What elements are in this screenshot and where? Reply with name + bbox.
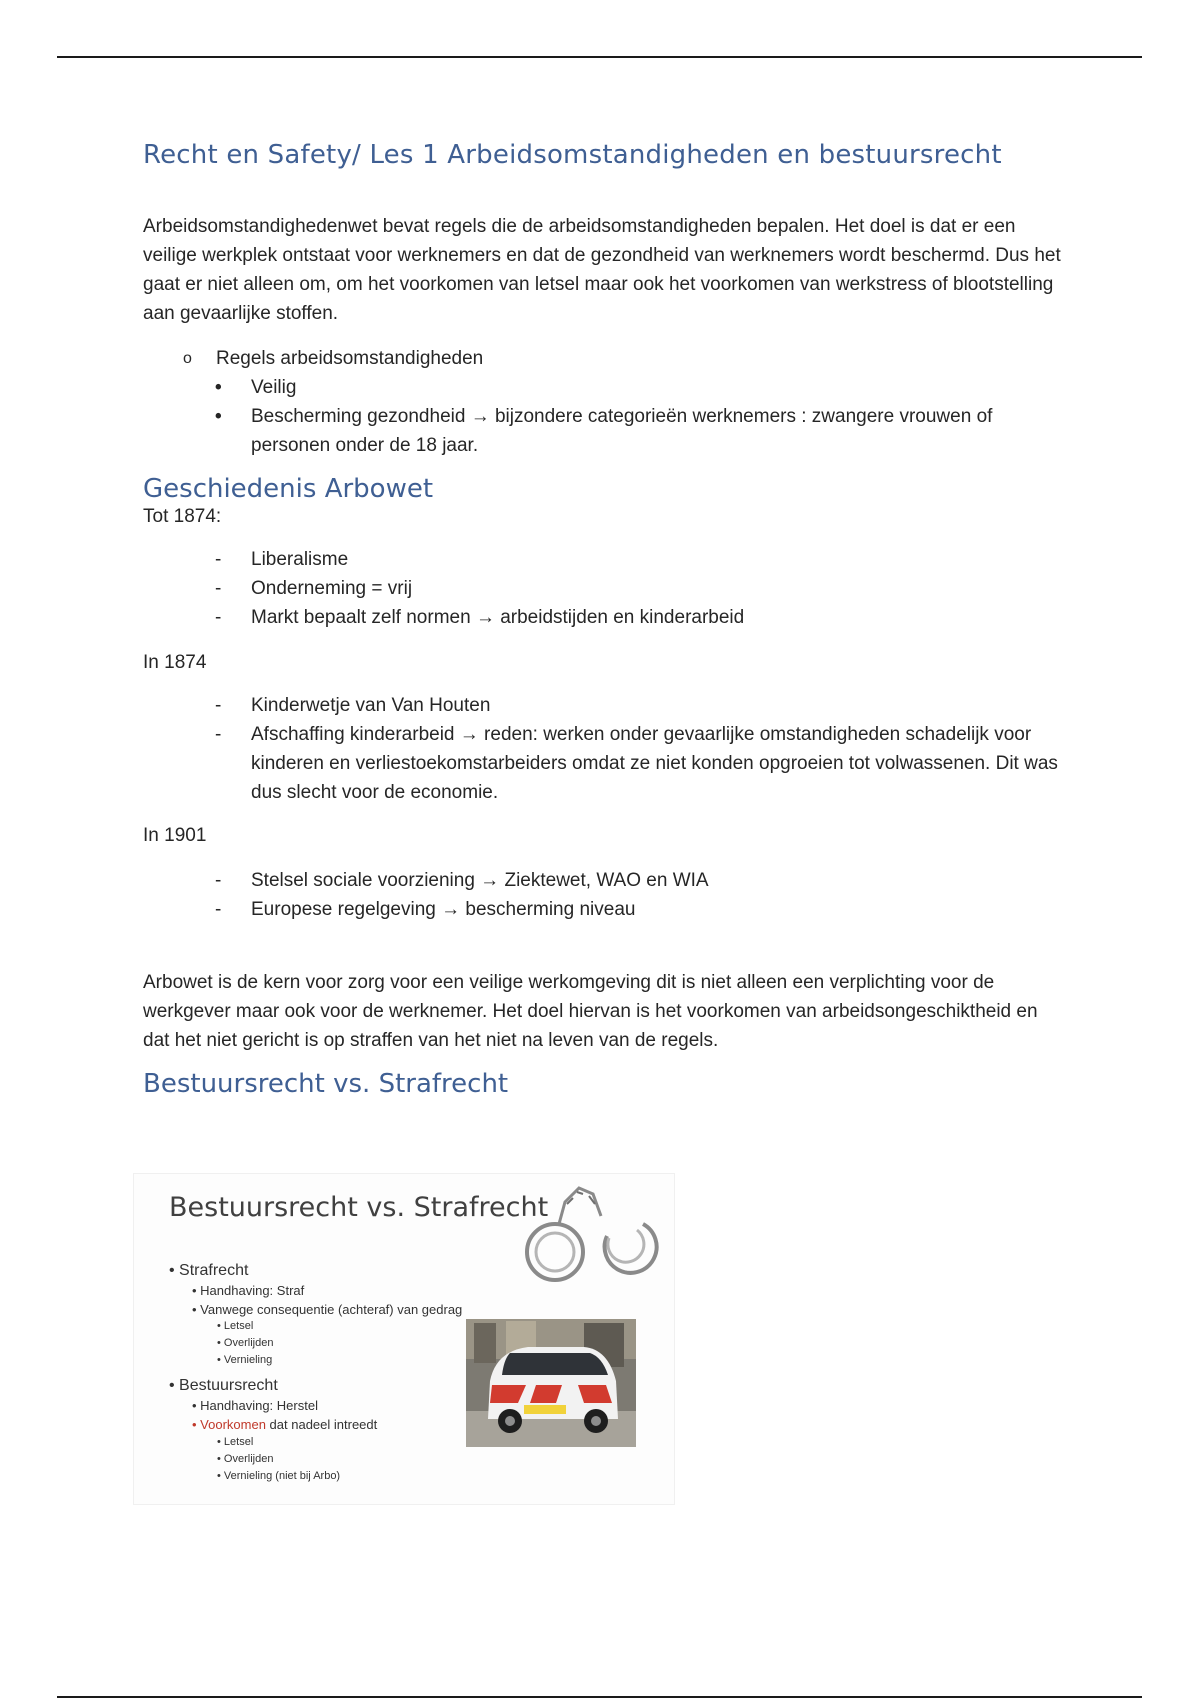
- slide-bullet: • Vernieling: [217, 1354, 273, 1366]
- list-item: • Bescherming gezondheid → bijzondere categorieën werknemers : zwangere vrouwen of personen onder de 18 jaar.: [215, 402, 1063, 460]
- handcuffs-icon: [519, 1176, 659, 1296]
- slide-bullet: • Handhaving: Herstel: [192, 1398, 318, 1413]
- slide-bullet: • Letsel: [217, 1436, 254, 1448]
- rules-sublist: [215, 373, 1063, 460]
- slide-bullet: • Overlijden: [217, 1337, 274, 1349]
- bullet-icon: •: [215, 377, 222, 398]
- comparison-heading: Bestuursrecht vs. Strafrecht: [143, 1069, 509, 1099]
- dash-icon: -: [215, 724, 222, 745]
- list-item: - Markt bepaalt zelf normen → arbeidstijden en kinderarbeid: [215, 603, 1063, 632]
- rules-heading-item: [183, 344, 1063, 373]
- footer-rule: [57, 1696, 1142, 1698]
- rules-heading: Regels arbeidsomstandigheden: [216, 348, 484, 369]
- dash-icon: -: [215, 549, 222, 570]
- dash-icon: -: [215, 607, 222, 628]
- period-list: [215, 691, 1063, 807]
- list-item: - Liberalisme: [215, 545, 1063, 574]
- list-item: - Onderneming = vrij: [215, 574, 1063, 603]
- list-item: - Kinderwetje van Van Houten: [215, 691, 1063, 720]
- dash-icon: -: [215, 578, 222, 599]
- document-body: [143, 140, 1063, 1099]
- list-item: - Stelsel sociale voorziening → Ziektewet, WAO en WIA: [215, 866, 1063, 895]
- slide-bullet: • Strafrecht: [169, 1262, 249, 1279]
- slide-bullet: • Vanwege consequentie (achteraf) van gedrag: [192, 1302, 463, 1317]
- header-rule: [57, 56, 1142, 58]
- slide-bullet: • Handhaving: Straf: [192, 1283, 305, 1298]
- rules-list: [183, 344, 1063, 373]
- period-label: In 1901: [143, 825, 207, 846]
- slide-bullet: • Bestuursrecht: [169, 1377, 278, 1394]
- dash-icon: -: [215, 870, 222, 891]
- list-item: • Veilig: [215, 373, 1063, 402]
- bullet-icon: •: [215, 406, 222, 427]
- list-item: - Afschaffing kinderarbeid → reden: werken onder gevaarlijke omstandigheden schadelijk voor kinderen en verliestoekomstarbeiders omdat ze niet konden opgroeien tot volwassenen. Dit was dus slecht voor de economie.: [215, 720, 1063, 807]
- slide-image: [133, 1173, 675, 1505]
- intro-paragraph: Arbeidsomstandighedenwet bevat regels die de arbeidsomstandigheden bepalen. Het doel is dat er een veilige werkplek ontstaat voor werknemers en dat de gezondheid van werknemers wordt beschermd. Dus het gaat er niet alleen om, om het voorkomen van letsel maar ook het voorkomen van werkstress of blootstelling aan gevaarlijke stoffen.: [143, 216, 1061, 324]
- slide-bullet: • Overlijden: [217, 1453, 274, 1465]
- period-list: [215, 545, 1063, 632]
- police-car-photo: [466, 1319, 636, 1447]
- period-label: In 1874: [143, 652, 207, 673]
- period-list: [215, 866, 1063, 924]
- slide-bullet: • Voorkomen dat nadeel intreedt: [192, 1417, 378, 1432]
- dash-icon: -: [215, 899, 222, 920]
- dash-icon: -: [215, 695, 222, 716]
- history-heading: Geschiedenis Arbowet: [143, 474, 434, 504]
- circle-bullet-icon: o: [183, 350, 192, 367]
- slide-title: Bestuursrecht vs. Strafrecht: [169, 1192, 549, 1223]
- period-label: Tot 1874:: [143, 506, 222, 527]
- list-item: - Europese regelgeving → bescherming niveau: [215, 895, 1063, 924]
- slide-bullet: • Letsel: [217, 1320, 254, 1332]
- slide-bullet: • Vernieling (niet bij Arbo): [217, 1470, 341, 1482]
- page-title: Recht en Safety/ Les 1 Arbeidsomstandigheden en bestuursrecht: [143, 140, 1002, 170]
- arbowet-paragraph: Arbowet is de kern voor zorg voor een veilige werkomgeving dit is niet alleen een verplichting voor de werkgever maar ook voor de werknemer. Het doel hiervan is het voorkomen van arbeidsongeschiktheid en dat het niet gericht is op straffen van het niet na leven van de regels.: [143, 972, 1038, 1051]
